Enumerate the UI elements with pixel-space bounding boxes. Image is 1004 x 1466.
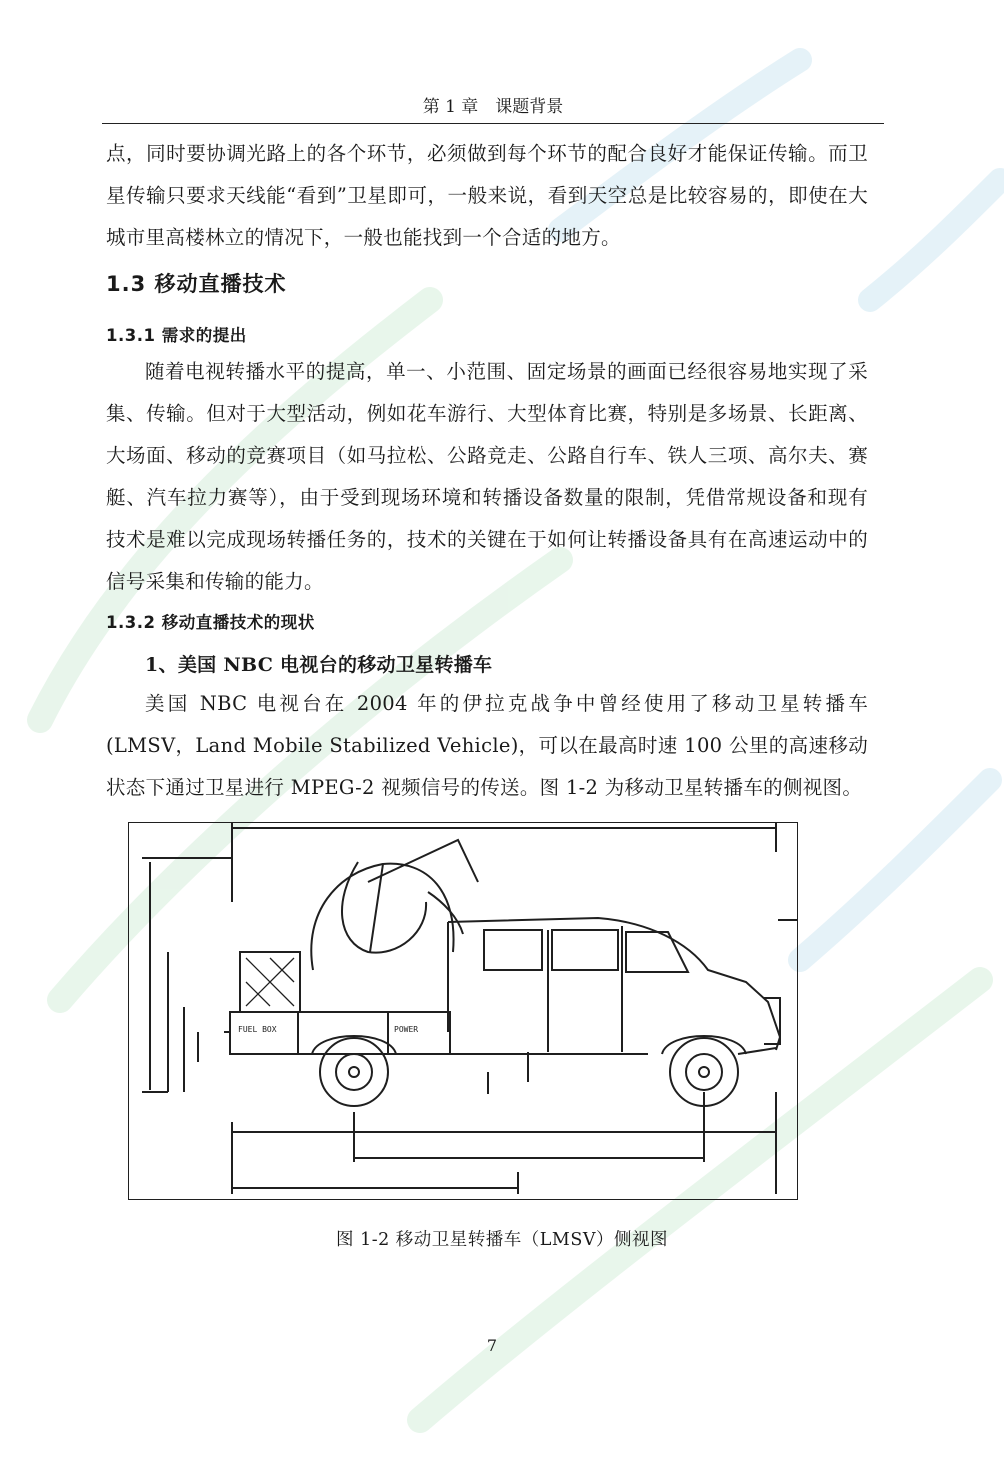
figure-frame <box>128 822 798 1200</box>
header-rule <box>102 123 884 124</box>
cab-window-front <box>552 930 618 970</box>
paragraph-intro: 点，同时要协调光路上的各个环节，必须做到每个环节的配合良好才能保证传输。而卫星传输只要求天线能“看到”卫星即可，一般来说，看到天空总是比较容易的，即使在大城市里高楼林立的情况下，一般也能找到一个合适的地方。 <box>106 142 868 249</box>
section-heading: 1.3 移动直播技术 <box>106 272 287 296</box>
label-power: POWER <box>394 1025 419 1034</box>
running-header: 第 1 章 课题背景 <box>422 97 564 117</box>
rear-wheel <box>320 1038 388 1106</box>
page-number: 7 <box>486 1336 498 1355</box>
subsection-heading-2: 1.3.2 移动直播技术的现状 <box>106 613 315 632</box>
paragraph-nbc: 美国 NBC 电视台在 2004 年的伊拉克战争中曾经使用了移动卫星转播车(LMSV，Land Mobile Stabilized Vehicle)，可以在最高时速 100 公里的高速移动状态下通过卫星进行 MPEG-2 视频信号的传送。图 1-2 为移动卫星转播车的侧视图。 <box>106 692 868 799</box>
cab-window-rear <box>484 930 542 970</box>
item-heading: 1、美国 NBC 电视台的移动卫星转播车 <box>145 654 493 676</box>
cab-outline <box>448 918 780 1050</box>
figure-caption: 图 1-2 移动卫星转播车（LMSV）侧视图 <box>336 1230 668 1250</box>
paragraph-demand: 随着电视转播水平的提高，单一、小范围、固定场景的画面已经很容易地实现了采集、传输。但对于大型活动，例如花车游行、大型体育比赛，特别是多场景、长距离、大场面、移动的竞赛项目（如马拉松、公路竞走、公路自行车、铁人三项、高尔夫、赛艇、汽车拉力赛等），由于受到现场环境和转播设备数量的限制，凭借常规设备和现有技术是难以完成现场转播任务的，技术的关键在于如何让转播设备具有在高速运动中的信号采集和传输的能力。 <box>106 360 868 593</box>
antenna-dome <box>311 864 453 970</box>
truck-side-view-figure <box>128 822 798 1200</box>
subsection-heading-1: 1.3.1 需求的提出 <box>106 326 247 345</box>
label-fuel-box: FUEL BOX <box>238 1025 277 1034</box>
